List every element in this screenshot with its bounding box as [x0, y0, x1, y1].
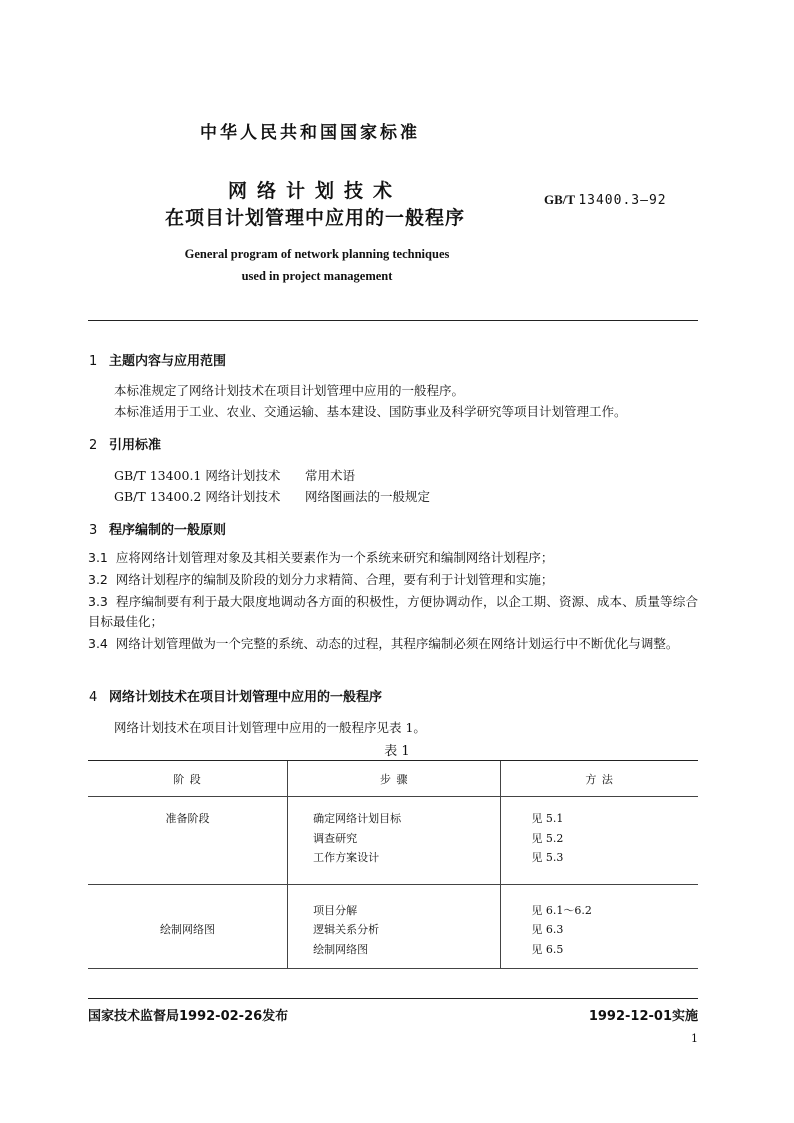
reference-code: GB/T 13400.2 网络计划技术	[114, 489, 281, 504]
section-3-heading	[89, 519, 226, 538]
principle-text: 网络计划管理做为一个完整的系统、动态的过程，其程序编制必须在网络计划运行中不断优化与调整。	[115, 636, 679, 651]
table-row	[88, 884, 698, 969]
english-title-line1: General program of network planning techniques	[184, 247, 450, 261]
table-row	[88, 797, 698, 885]
standard-code	[544, 192, 667, 208]
stage-cell: 绘制网络图	[160, 922, 216, 936]
step-cell: 绘制网络图	[313, 942, 369, 956]
stage-cell: 准备阶段	[165, 812, 210, 825]
section-1-paragraph: 本标准适用于工业、农业、交通运输、基本建设、国防事业及科学研究等项目计划管理工作。	[114, 404, 627, 419]
section-4-title: 网络计划技术在项目计划管理中应用的一般程序	[109, 690, 383, 705]
section-1-title: 主题内容与应用范围	[109, 354, 227, 369]
section-2-heading	[89, 434, 161, 453]
step-cell: 确定网络计划目标	[313, 812, 402, 825]
footer-divider	[88, 998, 698, 999]
principle-number: 3.4	[88, 636, 108, 651]
standard-code-number: 13400.3—92	[578, 193, 667, 208]
reference-name: 常用术语	[305, 468, 356, 483]
column-header-stage: 阶 段	[88, 761, 288, 797]
principle-number: 3.2	[88, 572, 108, 587]
column-header-steps: 步 骤	[288, 761, 501, 797]
step-cell: 调查研究	[313, 831, 358, 845]
section-4-heading	[89, 686, 382, 705]
principle-text: 应将网络计划管理对象及其相关要素作为一个系统来研究和编制网络计划程序；	[115, 550, 554, 565]
section-3-number: 3	[89, 523, 98, 538]
principle-number: 3.1	[88, 550, 108, 565]
section-2-number: 2	[89, 438, 98, 453]
section-4-intro: 网络计划技术在项目计划管理中应用的一般程序见表 1。	[114, 720, 426, 735]
reference-item	[114, 487, 430, 505]
method-cell: 见 6.3	[531, 923, 564, 936]
method-cell: 见 5.2	[531, 831, 564, 845]
method-cell: 见 5.3	[531, 851, 564, 864]
reference-name: 网络图画法的一般规定	[305, 489, 431, 504]
principle-item	[88, 548, 698, 568]
reference-code: GB/T 13400.1 网络计划技术	[114, 468, 281, 483]
principle-number: 3.3	[88, 594, 108, 609]
principle-text: 程序编制要有利于最大限度地调动各方面的积极性，方便协调动作，以企工期、资源、成本、质量等综合目标最佳化；	[88, 594, 698, 629]
issue-date: 国家技术监督局1992-02-26发布	[88, 1009, 289, 1024]
table-caption: 表 1	[384, 744, 410, 759]
principle-item	[88, 570, 698, 590]
step-cell: 项目分解	[313, 903, 358, 917]
page-number: 1	[691, 1032, 698, 1045]
section-4-number: 4	[89, 690, 98, 705]
issuing-country-line: 中华人民共和国国家标准	[200, 123, 420, 143]
method-cell: 见 6.5	[531, 942, 564, 956]
section-1-heading	[89, 350, 226, 369]
method-cell: 见 5.1	[531, 812, 564, 825]
section-1-paragraph: 本标准规定了网络计划技术在项目计划管理中应用的一般程序。	[114, 383, 465, 398]
section-2-title: 引用标准	[109, 438, 162, 453]
standard-code-prefix: GB/T	[544, 192, 576, 207]
principle-text: 网络计划程序的编制及阶段的划分力求精简、合理，要有利于计划管理和实施；	[115, 572, 554, 587]
principle-item	[88, 592, 698, 632]
step-cell: 工作方案设计	[313, 851, 380, 864]
section-1-number: 1	[89, 354, 98, 369]
section-3-title: 程序编制的一般原则	[109, 523, 227, 538]
principle-item	[88, 634, 698, 654]
reference-item	[114, 466, 355, 484]
method-cell: 见 6.1～6.2	[531, 903, 592, 917]
step-cell: 逻辑关系分析	[313, 923, 380, 936]
procedure-table	[88, 760, 698, 969]
english-title-line2: used in project management	[241, 269, 393, 283]
header-divider	[88, 320, 698, 321]
table-header-row	[88, 761, 698, 797]
standard-title-main: 网络计划技术	[227, 180, 402, 202]
implementation-date: 1992-12-01实施	[588, 1009, 698, 1024]
column-header-method: 方 法	[501, 761, 698, 797]
standard-title-sub: 在项目计划管理中应用的一般程序	[164, 207, 465, 229]
